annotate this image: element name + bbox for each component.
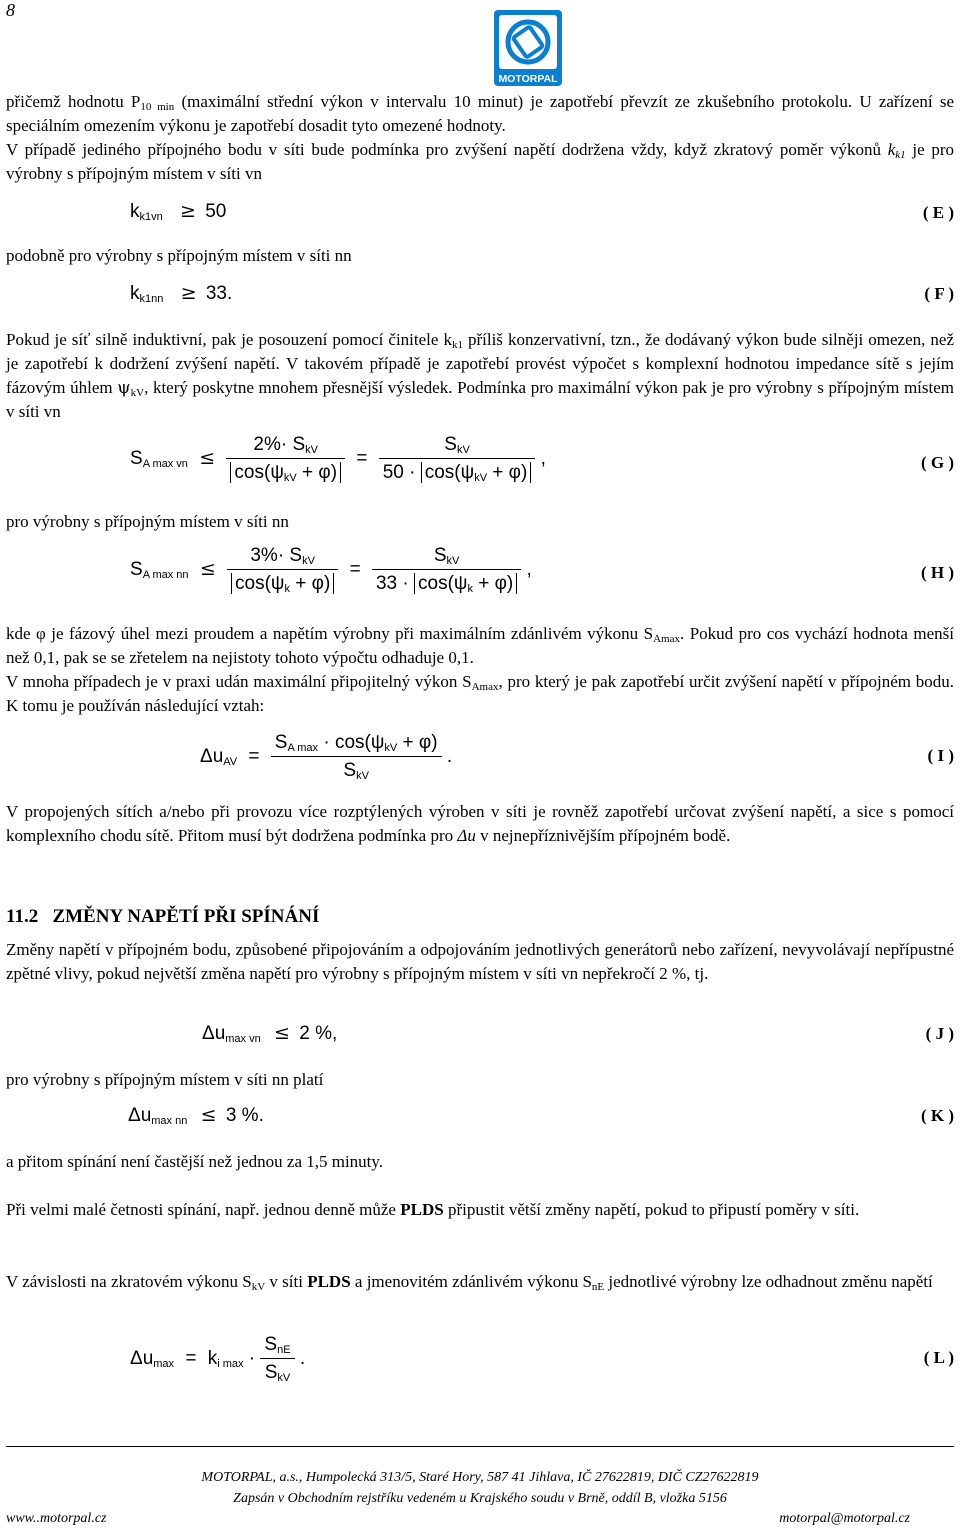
equation-l: $\Delta u_{max} = k_{i max}$ · $\frac{S_{nE}}{S_{kV}}$ . [130,1334,306,1384]
equation-i: $\Delta u_{AV}$ = $\frac{S_{A max} \cdot \cos(\psi_{kV} + \varphi)}{S_{kV}}$ . [200,732,453,782]
equation-label-e: ( E ) [922,203,954,222]
motorpal-logo [492,8,564,88]
footer-company-line: MOTORPAL, a.s., Humpolecká 313/5, Staré Hory, 587 41 Jihlava, IČ 27622819, DIČ CZ27622819 [201,1470,759,1485]
equation-label-i: ( I ) [927,746,954,765]
paragraph-1: přičemž hodnotu $P_{10 min}$ (maximální střední výkon v intervalu 10 minut) je zapotřebí převzít ze zkušebního protokolu. U zařízení se speciálním omezením výkonu je zapotřebí dosadit tyto omezené hodnoty. [6,92,954,135]
equation-f: $k_{k1nn} \ge 33$. [130,282,233,305]
text-line-nn-2: pro výrobny s přípojným místem v síti nn [6,512,289,531]
footer-email-link[interactable]: motorpal@motorpal.cz [779,1511,910,1526]
equation-label-g: ( G ) [920,453,954,472]
equation-k: $\Delta u_{max nn} \le 3$ %. [128,1104,264,1127]
paragraph-8: Při velmi malé četnosti spínání, např. jednou denně může PLDS připustit větší změny napětí, pokud to připustí poměry v síti. [6,1200,860,1219]
equation-label-h: ( H ) [920,563,954,582]
footer-website-link[interactable]: www..motorpal.cz [6,1511,107,1526]
footer-register-line: Zapsán v Obchodním rejstříku vedeném u Krajského soudu v Brně, oddíl B, vložka 5156 [233,1491,727,1506]
text-line-nn-3: pro výrobny s přípojným místem v síti nn platí [6,1070,324,1089]
logo-text: MOTORPAL [498,73,558,85]
equation-label-f: ( F ) [924,284,954,303]
equation-label-l: ( L ) [923,1348,954,1367]
paragraph-5: V mnoha případech je v praxi udán maximální připojitelný výkon $S_{Amax}$, pro který je pak zapotřebí určit zvýšení napětí v přípojném bodu. K tomu je používán následující vztah: [6,672,954,715]
equation-label-k: ( K ) [920,1106,954,1125]
paragraph-9: V závislosti na zkratovém výkonu $S_{kV}$ v síti PLDS a jmenovitém zdánlivém výkonu $S_{nE}$ jednotlivé výrobny lze odhadnout změnu napětí [6,1272,933,1293]
page-number: 8 [6,0,15,20]
text-line-nn: podobně pro výrobny s přípojným místem v síti nn [6,246,352,265]
paragraph-2: V případě jediného přípojného bodu v síti bude podmínka pro zvýšení napětí dodržena vždy, když zkratový poměr výkonů $k_{k1}$ je pro výrobny s přípojným místem v síti vn [6,140,954,183]
paragraph-6: V propojených sítích a/nebo při provozu více rozptýlených výroben v síti je rovněž zapotřebí určovat zvýšení napětí, a sice s pomocí komplexního chodu sítě. Přitom musí být dodržena podmínka pro Δu v nejnepříznivějším přípojném bodě. [6,802,954,845]
paragraph-3: Pokud je síť silně induktivní, pak je posouzení pomocí činitele $k_{k1}$ příliš konzervativní, tzn., že dodávaný výkon bude silněji omezen, než je zapotřebí k dodržení zvýšení napětí. V takovém případě je zapotřebí provést výpočet s komplexní hodnotou impedance sítě s jejím fázovým úhlem $\psi_{kV}$, který poskytne mnohem přesnější výsledek. Podmínka pro maximální výkon pak je pro výrobny s přípojným místem v síti vn [6,330,954,421]
section-heading: 11.2 ZMĚNY NAPĚTÍ PŘI SPÍNÁNÍ [6,906,320,927]
paragraph-7: Změny napětí v přípojném bodu, způsobené připojováním a odpojováním jednotlivých generátorů nebo zařízení, nevyvolávají nepřípustné zpětné vlivy, pokud největší změna napětí pro výrobny s přípojným místem v síti vn nepřekročí 2 %, tj. [6,940,954,983]
text-line-frequency: a přitom spínání není častější než jednou za 1,5 minuty. [6,1152,384,1171]
equation-e: $k_{k1vn} \ge 50$ [130,200,227,223]
equation-g: $S_{A max vn}$ ≤ $\frac{2\%\cdot S_{kV}}{\cos(\psi_{kV} + \varphi)}$ = $\frac{S_{kV}}{50 \cdot \cos(\psi_{kV} + \varphi)}$ , [130,434,546,484]
equation-label-j: ( J ) [925,1024,954,1043]
equation-h: $S_{A max nn}$ ≤ $\frac{3\%\cdot S_{kV}}{\cos(\psi_k + \varphi)}$ = $\frac{S_{kV}}{33 \cdot \cos(\psi_k + \varphi)}$ , [130,545,532,595]
equation-j: $\Delta u_{max vn} \le 2$ %, [202,1022,338,1045]
paragraph-4: kde φ je fázový úhel mezi proudem a napětím výrobny při maximálním zdánlivém výkonu $S_{Amax}$. Pokud pro cos vychází hodnota menší než 0,1, pak se se zřetelem na nejistoty tohoto výpočtu odhaduje 0,1. [6,624,955,667]
footer-divider [6,1446,954,1447]
